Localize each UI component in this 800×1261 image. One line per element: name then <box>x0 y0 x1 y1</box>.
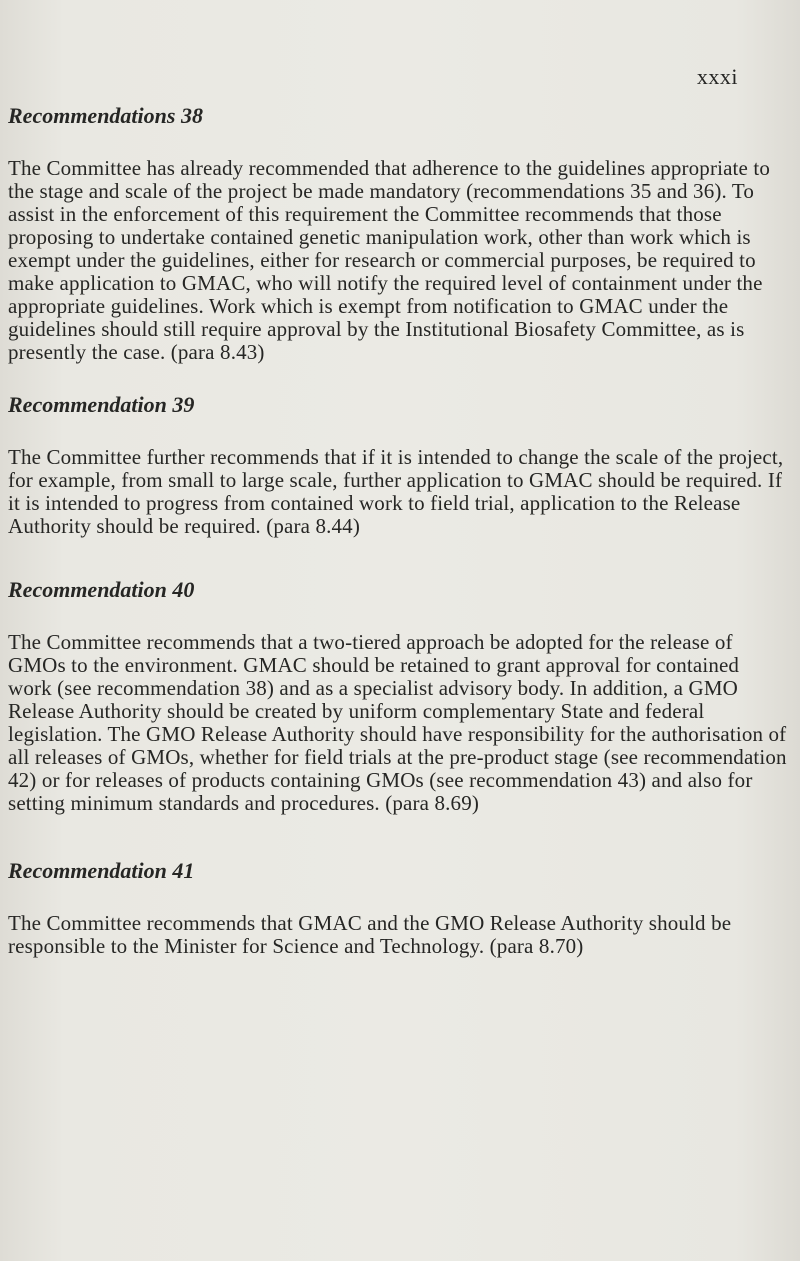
recommendation-38-section <box>8 103 788 364</box>
recommendation-39-section <box>8 392 788 538</box>
recommendation-40-body: The Committee recommends that a two-tiered approach be adopted for the release of GMOs to the environment. GMAC should be retained to grant approval for contained work (see recommendation 38) and as a specialist advisory body. In addition, a GMO Release Authority should be created by uniform complementary State and federal legislation. The GMO Release Authority should have responsibility for the authorisation of all releases of GMOs, whether for field trials at the pre-product stage (see recommendation 42) or for releases of products containing GMOs (see recommendation 43) and also for setting minimum standards and procedures. (para 8.69) <box>8 630 787 815</box>
recommendation-38-heading: Recommendations 38 <box>8 103 203 128</box>
recommendation-38-body: The Committee has already recommended that adherence to the guidelines appropriate to the stage and scale of the project be made mandatory (recommendations 35 and 36). To assist in the enforcement of this requirement the Committee recommends that those proposing to undertake contained genetic manipulation work, other than work which is exempt under the guidelines, either for research or commercial purposes, be required to make application to GMAC, who will notify the required level of containment under the appropriate guidelines. Work which is exempt from notification to GMAC under the guidelines should still require approval by the Institutional Biosafety Committee, as is presently the case. (para 8.43) <box>8 156 771 364</box>
recommendation-41-body: The Committee recommends that GMAC and the GMO Release Authority should be responsible to the Minister for Science and Technology. (para 8.70) <box>8 911 732 958</box>
recommendation-40-section <box>8 577 788 815</box>
recommendation-41-heading: Recommendation 41 <box>8 858 195 883</box>
page-number: xxxi <box>696 64 738 89</box>
recommendation-41-section <box>8 858 788 958</box>
recommendation-40-heading: Recommendation 40 <box>8 577 195 602</box>
recommendation-39-body: The Committee further recommends that if it is intended to change the scale of the project, for example, from small to large scale, further application to GMAC should be required. If it is intended to progress from contained work to field trial, application to the Release Authority should be required. (para 8.44) <box>8 445 784 538</box>
recommendation-39-heading: Recommendation 39 <box>8 392 195 417</box>
